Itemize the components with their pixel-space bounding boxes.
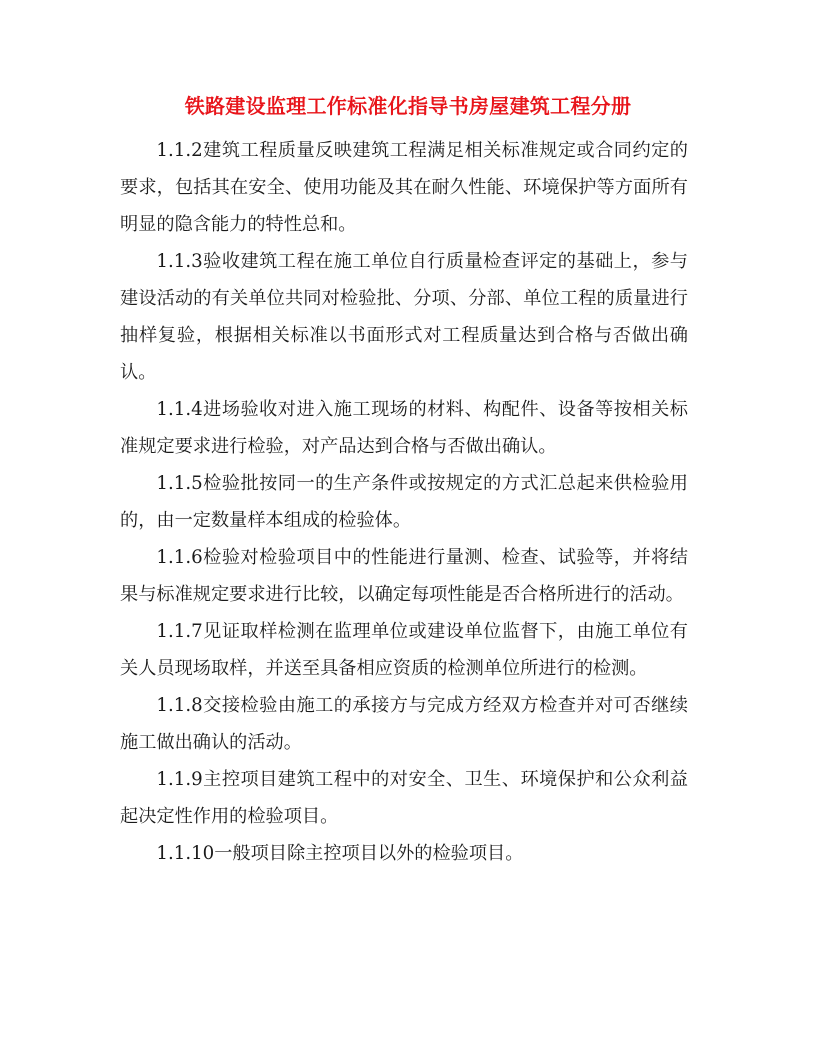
document-title: 铁路建设监理工作标准化指导书房屋建筑工程分册 — [184, 94, 632, 118]
document-body — [120, 132, 688, 872]
paragraph-1-1-3: 1.1.3验收建筑工程在施工单位自行质量检查评定的基础上，参与建设活动的有关单位共同对检验批、分项、分部、单位工程的质量进行抽样复验，根据相关标准以书面形式对工程质量达到合格与否做出确认。 — [120, 251, 688, 383]
paragraph-1-1-5: 1.1.5检验批按同一的生产条件或按规定的方式汇总起来供检验用的，由一定数量样本组成的检验体。 — [120, 473, 688, 531]
paragraph-1-1-6: 1.1.6检验对检验项目中的性能进行量测、检查、试验等，并将结果与标准规定要求进行比较，以确定每项性能是否合格所进行的活动。 — [120, 547, 688, 605]
paragraph-1-1-2: 1.1.2建筑工程质量反映建筑工程满足相关标准规定或合同约定的要求，包括其在安全、使用功能及其在耐久性能、环境保护等方面所有明显的隐含能力的特性总和。 — [120, 140, 688, 235]
paragraph-1-1-7: 1.1.7见证取样检测在监理单位或建设单位监督下，由施工单位有关人员现场取样，并送至具备相应资质的检测单位所进行的检测。 — [120, 621, 688, 679]
paragraph-1-1-9: 1.1.9主控项目建筑工程中的对安全、卫生、环境保护和公众利益起决定性作用的检验项目。 — [120, 769, 688, 827]
paragraph-1-1-4: 1.1.4进场验收对进入施工现场的材料、构配件、设备等按相关标准规定要求进行检验，对产品达到合格与否做出确认。 — [120, 399, 688, 457]
paragraph-1-1-10: 1.1.10一般项目除主控项目以外的检验项目。 — [156, 843, 524, 864]
paragraph-1-1-8: 1.1.8交接检验由施工的承接方与完成方经双方检查并对可否继续施工做出确认的活动。 — [120, 695, 688, 753]
